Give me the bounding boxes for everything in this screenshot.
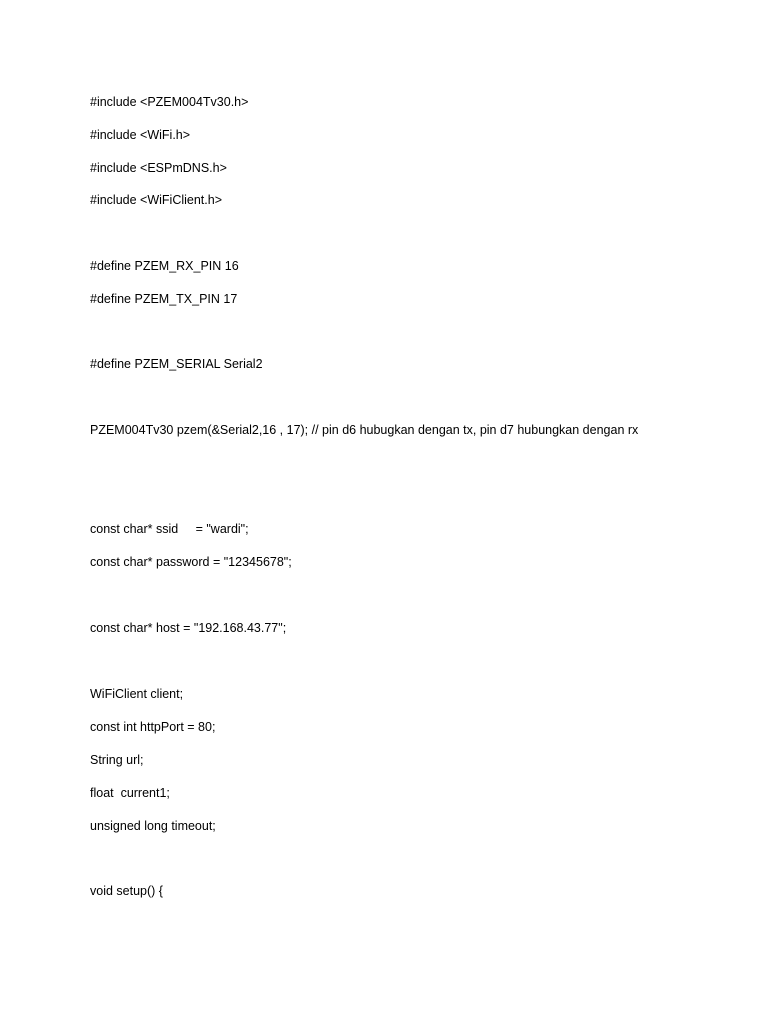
code-line: unsigned long timeout; — [90, 819, 216, 833]
code-line: String url; — [90, 753, 144, 767]
code-line: void setup() { — [90, 884, 163, 898]
code-line: #define PZEM_SERIAL Serial2 — [90, 357, 263, 371]
code-line: WiFiClient client; — [90, 687, 184, 701]
code-line: const char* host = "192.168.43.77"; — [90, 621, 287, 635]
code-line: const char* password = "12345678"; — [90, 555, 292, 569]
code-line: PZEM004Tv30 pzem(&Serial2,16 , 17); // pin d6 hubugkan dengan tx, pin d7 hubungkan dengan rx — [90, 423, 639, 437]
code-line: #define PZEM_TX_PIN 17 — [90, 292, 238, 306]
code-line: #include <ESPmDNS.h> — [90, 161, 227, 175]
code-line: #include <WiFi.h> — [90, 128, 191, 142]
code-line: #define PZEM_RX_PIN 16 — [90, 259, 239, 273]
code-line: const char* ssid = "wardi"; — [90, 522, 249, 536]
code-line: #include <PZEM004Tv30.h> — [90, 95, 249, 109]
code-line: const int httpPort = 80; — [90, 720, 216, 734]
code-line: #include <WiFiClient.h> — [90, 193, 223, 207]
code-line: float current1; — [90, 786, 170, 800]
